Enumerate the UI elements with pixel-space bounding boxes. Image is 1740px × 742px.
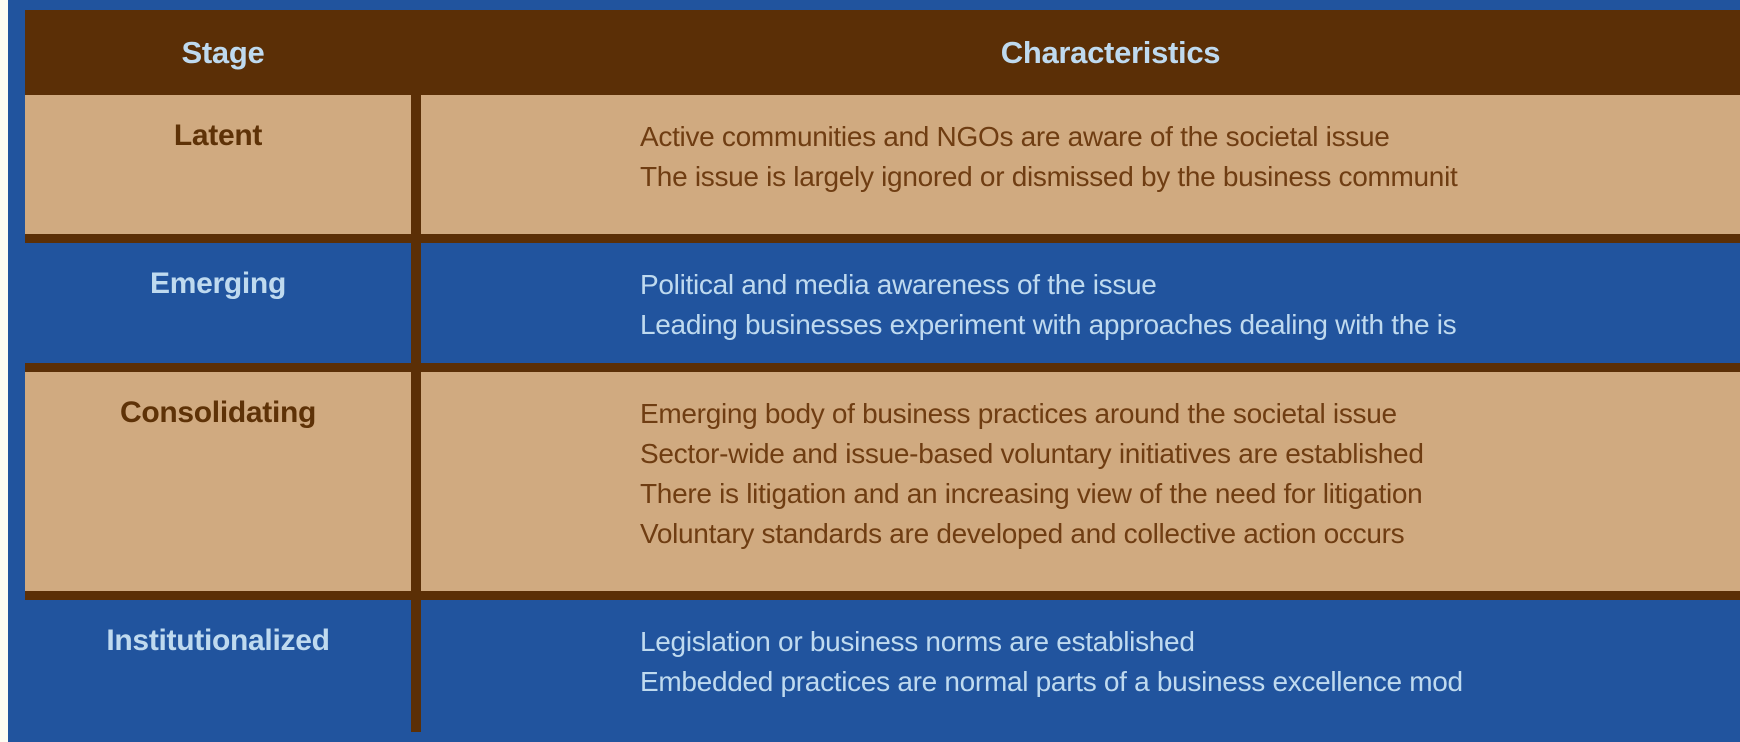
characteristics-line: Embedded practices are normal parts of a business excellence mod (640, 666, 1463, 697)
table-header-row (25, 10, 1740, 95)
characteristics-cell (421, 243, 1740, 363)
column-header-stage: Stage (181, 34, 265, 70)
stage-cell (25, 95, 411, 234)
stage-label: Latent (173, 119, 263, 152)
stage-cell (25, 372, 411, 591)
characteristics-line: Voluntary standards are developed and collective action occurs (640, 518, 1405, 549)
characteristics-line: Sector-wide and issue-based voluntary initiatives are established (640, 438, 1424, 469)
characteristics-cell (421, 95, 1740, 234)
table-row (25, 591, 1740, 732)
column-divider (411, 243, 421, 363)
table-row (25, 95, 1740, 234)
characteristics-line: Legislation or business norms are established (640, 626, 1195, 657)
column-divider (411, 95, 421, 234)
stage-cell (25, 600, 411, 732)
table-row (25, 363, 1740, 591)
characteristics-cell (421, 600, 1740, 732)
characteristics-line: Active communities and NGOs are aware of the societal issue (640, 121, 1390, 152)
table-row (25, 234, 1740, 363)
characteristics-line: Emerging body of business practices around the societal issue (640, 398, 1397, 429)
characteristics-line: There is litigation and an increasing view of the need for litigation (640, 478, 1423, 509)
column-divider (411, 372, 421, 591)
characteristics-line: Political and media awareness of the issue (640, 269, 1157, 300)
column-header-characteristics: Characteristics (1000, 34, 1221, 70)
stage-label: Emerging (150, 267, 286, 300)
characteristics-line: Leading businesses experiment with approaches dealing with the is (640, 309, 1457, 340)
stage-cell (25, 243, 411, 363)
stage-characteristics-table (8, 0, 1740, 742)
column-divider (411, 600, 421, 732)
table-body (25, 95, 1740, 732)
stage-label: Consolidating (119, 396, 317, 429)
stage-label: Institutionalized (106, 624, 330, 657)
characteristics-cell (421, 372, 1740, 591)
table-inner (25, 10, 1740, 732)
characteristics-line: The issue is largely ignored or dismissed by the business communit (640, 161, 1458, 192)
